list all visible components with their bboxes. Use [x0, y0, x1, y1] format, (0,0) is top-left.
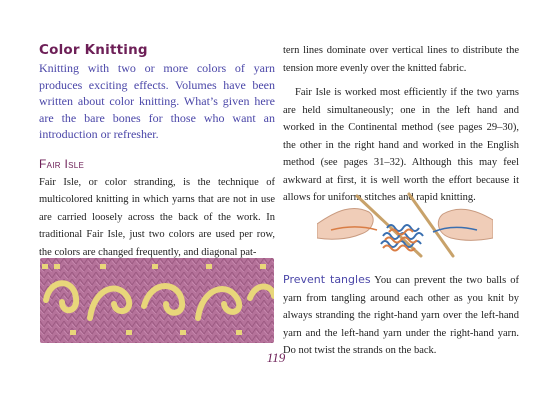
tip-label: Prevent tangles	[283, 273, 371, 286]
page-number: 119	[266, 350, 286, 365]
left-column	[39, 42, 275, 261]
fair-isle-paragraph-left: Fair Isle, or color stranding, is the technique of multicolored knitting in which yarns that are not in use are carried loosely across the back of the work. In traditional Fair Isle, just two colors are used per row, the colors are changed frequently, and diagonal pat-	[39, 176, 275, 258]
hands-knitting-icon	[317, 190, 493, 260]
method-paragraph: Fair Isle is worked most efficiently if the two yarns are held simultaneously; one in the left hand and worked in the Continental method (see pages 29–30), the other in the right hand and worked in the English method (see pages 31–32). Although this may feel awkward at first, it is well worth the effort because it allows for uniform stitches and rapid knitting.	[283, 87, 519, 203]
subsection-title: Fair Isle	[39, 156, 85, 171]
fair-isle-paragraph-right: tern lines dominate over vertical lines to distribute the tension more evenly over the knitted fabric.	[283, 45, 519, 74]
tip-block	[283, 271, 519, 360]
hands-knitting-illustration	[317, 190, 493, 260]
section-title: Color Knitting	[39, 42, 148, 58]
tip-paragraph	[283, 271, 519, 360]
intro-paragraph: Knitting with two or more colors of yarn produces exciting effects. Volumes have been written about color knitting. What’s given here are the bare bones for those who want an introduction or refresher.	[39, 61, 275, 141]
right-column	[283, 42, 519, 207]
tip-text: You can prevent the two balls of yarn from tangling around each other as you knit by always stranding the right-hand yarn over the left-hand yarn and the left-hand yarn under the right-hand yarn. Do not twist the strands on the back.	[283, 275, 520, 356]
knitted-swatch-image	[40, 258, 274, 343]
knitted-swatch-icon	[40, 258, 274, 343]
